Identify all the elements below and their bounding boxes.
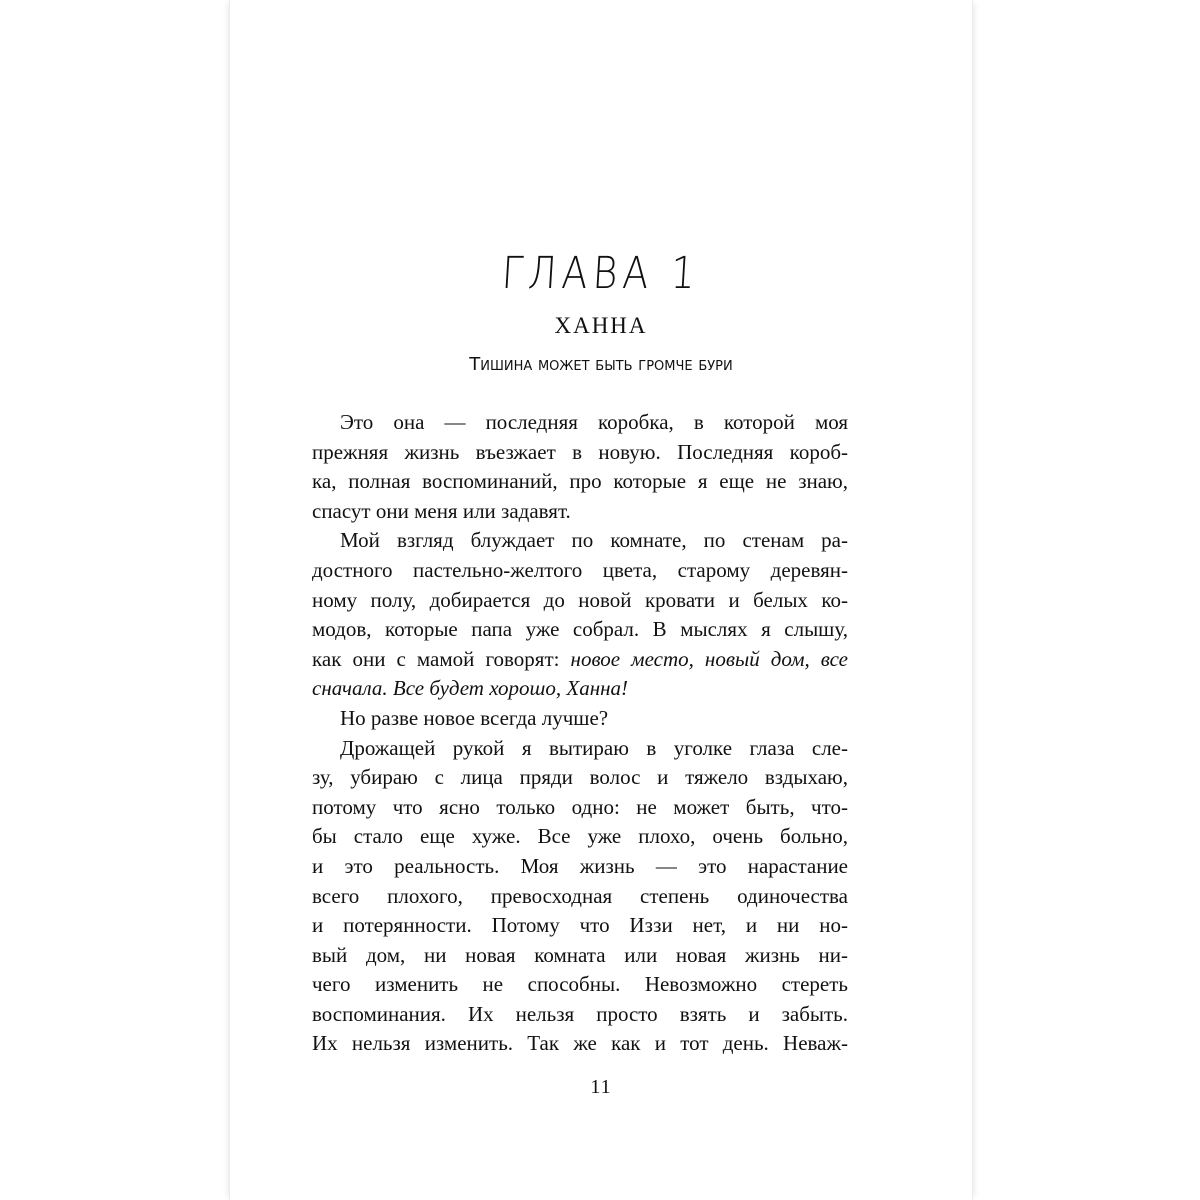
text-line: прежняя жизнь въезжает в новую. Последняя короб- bbox=[312, 439, 848, 464]
text-line: бы стало еще хуже. Все уже плохо, очень больно, bbox=[312, 824, 848, 849]
text-line: потому что ясно только одно: не может быть, что- bbox=[312, 794, 848, 819]
text-line: всего плохого, превосходная степень одиночества bbox=[312, 883, 848, 908]
page-number: 11 bbox=[590, 1076, 612, 1098]
text-line: зу, убираю с лица пряди волос и тяжело вздыхаю, bbox=[312, 765, 848, 790]
text-line: ному полу, добирается до новой кровати и белых ко- bbox=[312, 587, 848, 612]
text-line: достного пастельно-желтого цвета, старому деревян- bbox=[312, 557, 848, 582]
text-line: Но разве новое всегда лучше? bbox=[340, 705, 609, 730]
text-line: Мой взгляд блуждает по комнате, по стенам ра- bbox=[340, 528, 848, 553]
text-line: и потерянности. Потому что Иззи нет, и ни но- bbox=[312, 913, 848, 938]
text-line-italic: сначала. Все будет хорошо, Ханна! bbox=[312, 676, 629, 701]
text-line: спасут они меня или задавят. bbox=[312, 498, 571, 523]
text-line: ка, полная воспоминаний, про которые я еще не знаю, bbox=[312, 469, 848, 494]
text-line: вый дом, ни новая комната или новая жизнь ни- bbox=[312, 942, 848, 967]
text-line: воспоминания. Их нельзя просто взять и забыть. bbox=[312, 1001, 848, 1026]
text-line: Это она — последняя коробка, в которой моя bbox=[340, 410, 848, 434]
text-line: Дрожащей рукой я вытираю в уголке глаза сле- bbox=[340, 735, 848, 760]
text-line: Их нельзя изменить. Так же как и тот день. Неваж- bbox=[312, 1031, 848, 1056]
italic-segment: новое место, новый дом, все bbox=[570, 646, 848, 671]
chapter-title: ГЛАВА 1 bbox=[500, 248, 702, 299]
chapter-subtitle: Тишина может быть громче бури bbox=[469, 354, 733, 375]
text-line: чего изменить не способны. Невозможно стереть bbox=[312, 972, 848, 997]
book-page bbox=[229, 0, 973, 1200]
text-line-mixed bbox=[312, 645, 848, 675]
text-line: и это реальность. Моя жизнь — это нарастание bbox=[312, 853, 848, 878]
text-line: модов, которые папа уже собрал. В мыслях я слышу, bbox=[312, 617, 848, 642]
body-text bbox=[312, 408, 848, 1059]
narrator-name: ХАННА bbox=[554, 313, 648, 338]
text-segment: как они с мамой говорят: bbox=[312, 646, 560, 671]
